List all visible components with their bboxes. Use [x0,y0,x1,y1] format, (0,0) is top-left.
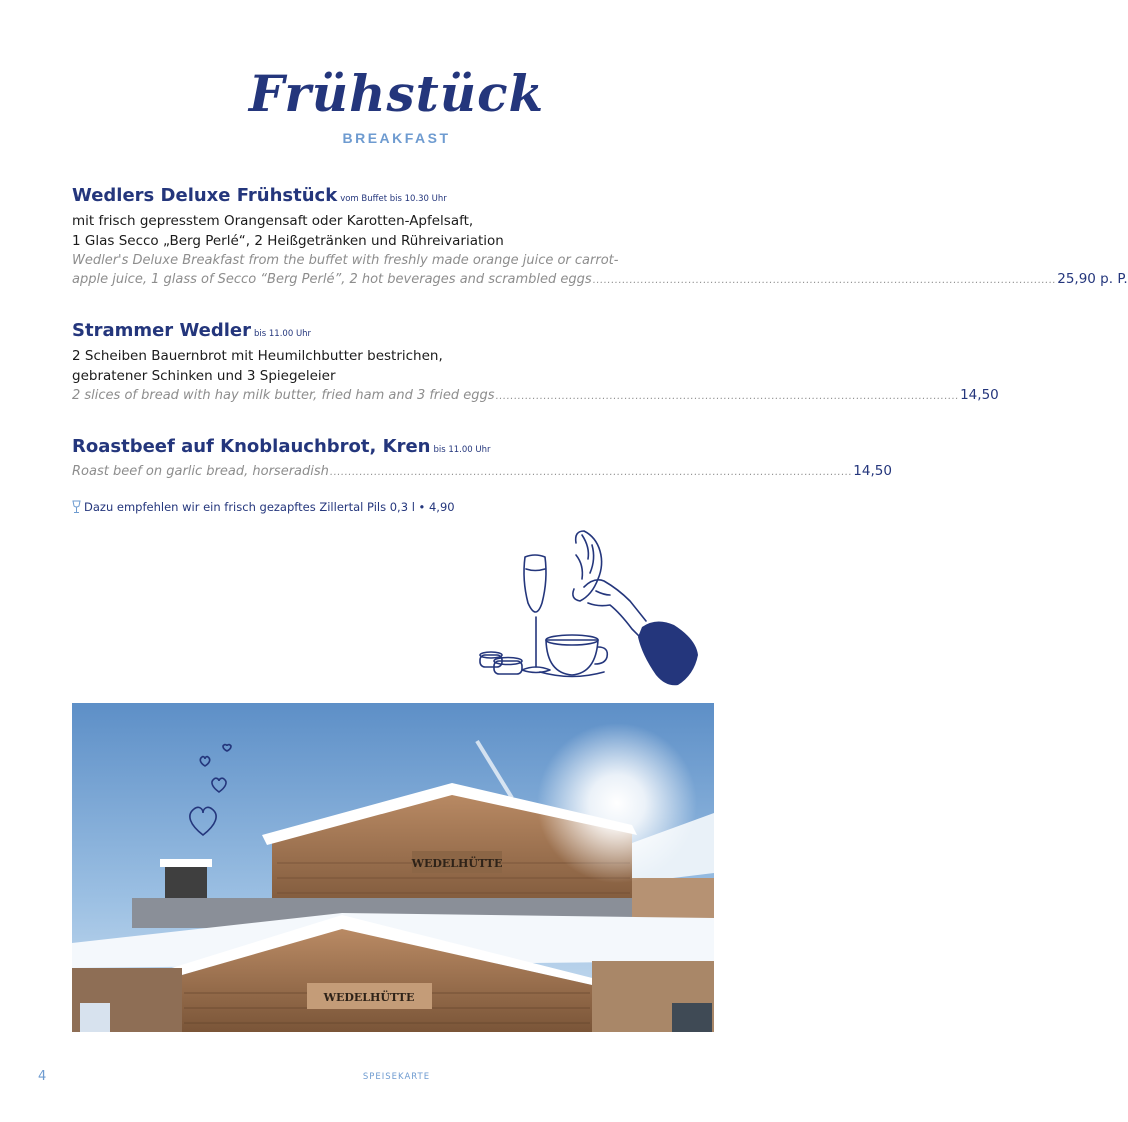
item-description-en: Roast beef on garlic bread, horseradish [72,464,329,479]
breakfast-illustration [470,525,705,690]
item-name: Wedlers Deluxe Frühstück [72,185,338,206]
leader-dots: .............................................................................................................................. [495,391,960,402]
menu-item-roastbeef [72,435,892,482]
item-price-line [72,462,892,482]
leader-dots: .............................................................................................................................. [592,275,1057,286]
item-price: 25,90 p. P. [1057,271,1128,287]
item-name: Roastbeef auf Knoblauchbrot, Kren [72,436,431,457]
item-note: bis 11.00 Uhr [254,329,312,339]
item-note: vom Buffet bis 10.30 Uhr [340,194,447,204]
item-description-de: 1 Glas Secco „Berg Perlé“, 2 Heißgetränken und Rühreivariation [72,233,504,249]
recommendation-text: Dazu empfehlen wir ein frisch gezapftes Zillertal Pils 0,3 l • 4,90 [84,500,455,514]
menu-item-deluxe-breakfast [72,184,1128,290]
item-price: 14,50 [960,387,999,403]
item-title [72,435,715,462]
item-name: Strammer Wedler [72,320,252,341]
page-subtitle: BREAKFAST [342,130,451,146]
page-title: Frühstück [248,64,545,123]
sleeve-shape [638,621,698,685]
item-description-en: Wedler's Deluxe Breakfast from the buffet with freshly made orange juice or carrot- [72,253,619,268]
item-description-de: mit frisch gepresstem Orangensaft oder Karotten-Apfelsaft, [72,213,474,229]
leader-dots: .............................................................................................................................................. [329,467,853,478]
lower-hut-sign: WEDELHÜTTE [323,991,415,1004]
item-description-en: apple juice, 1 glass of Secco “Berg Perlé”, 2 hot beverages and scrambled eggs [72,272,592,287]
item-title [72,184,715,211]
hut-photo-illustration [72,703,714,1032]
item-description-de: 2 Scheiben Bauernbrot mit Heumilchbutter bestrichen, [72,348,443,364]
footer-label: SPEISEKARTE [362,1072,431,1082]
item-title [72,319,715,346]
item-price: 14,50 [853,463,892,479]
menu-item-strammer-wedler [72,319,999,406]
hut-photo [72,703,714,1032]
page-number: 4 [38,1069,47,1084]
beer-glass-icon [72,500,81,514]
item-description-en: 2 slices of bread with hay milk butter, fried ham and 3 fried eggs [72,388,495,403]
item-note: bis 11.00 Uhr [433,445,491,455]
beer-recommendation [72,500,455,514]
upper-hut-sign: WEDELHÜTTE [411,857,503,870]
item-description-de: gebratener Schinken und 3 Spiegeleier [72,368,336,384]
item-price-line [72,270,1128,290]
item-price-line [72,386,999,406]
page-header [0,62,793,146]
